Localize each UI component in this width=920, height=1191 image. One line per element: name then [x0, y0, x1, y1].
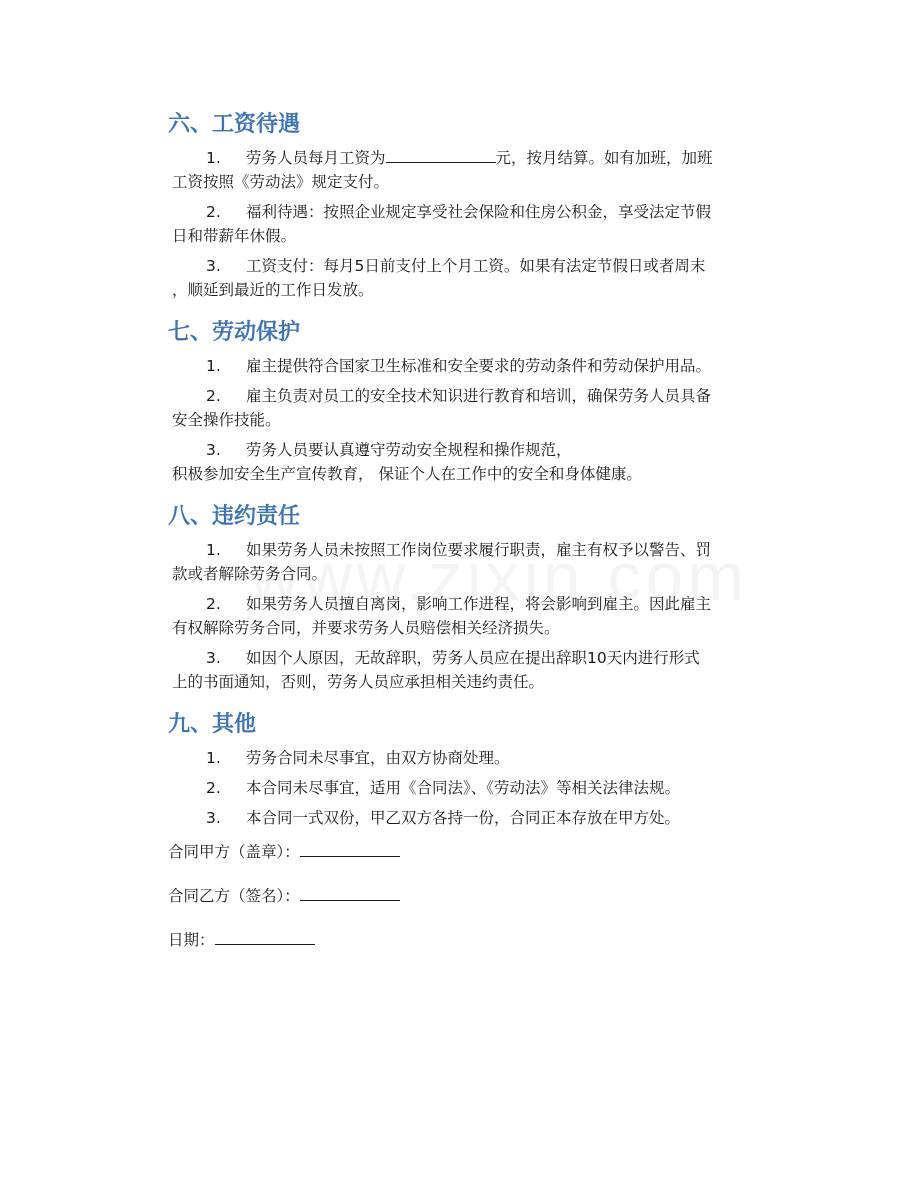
clause-item: [168, 746, 788, 770]
clause-item: [168, 646, 788, 694]
clause-number: 1.: [206, 149, 221, 167]
clause-text: 雇主提供符合国家卫生标准和安全要求的劳动条件和劳动保护用品。: [246, 357, 712, 375]
clause-text-continued: ，顺延到最近的工作日发放。: [172, 281, 374, 299]
clause-text-continued: 日和带薪年休假。: [172, 227, 297, 245]
clause-number: 1.: [206, 541, 221, 559]
clause-item: [168, 438, 788, 486]
section-breach-liability: [168, 492, 788, 694]
section-labor-protection: [168, 308, 788, 486]
clause-text-continued: 安全操作技能。: [172, 411, 281, 429]
clause-text: 如因个人原因，无故辞职，劳务人员应在提出辞职10天内进行形式: [246, 649, 700, 667]
clause-text-continued: 工资按照《劳动法》规定支付。: [172, 173, 390, 191]
party-b-label: 合同乙方（签名）：: [168, 887, 300, 905]
clause-item: [168, 200, 788, 248]
contract-body: [168, 100, 788, 972]
clause-number: 1.: [206, 357, 221, 375]
clause-text: 福利待遇：按照企业规定享受社会保险和住房公积金，享受法定节假: [246, 203, 712, 221]
date-label: 日期：: [168, 931, 215, 949]
clause-text: 本合同未尽事宜，适用《合同法》、《劳动法》等相关法律法规。: [246, 779, 681, 797]
clause-text: 元，按月结算。如有加班，加班: [495, 149, 713, 167]
clause-text-continued: 有权解除劳务合同，并要求劳务人员赔偿相关经济损失。: [172, 619, 560, 637]
clause-item: [168, 806, 788, 830]
party-a-label: 合同甲方（盖章）：: [168, 843, 300, 861]
party-b-signature: [168, 884, 788, 908]
clause-item: [168, 592, 788, 640]
clause-text-continued: 款或者解除劳务合同。: [172, 565, 328, 583]
party-a-signature: [168, 840, 788, 864]
section-heading: 八、违约责任: [168, 504, 301, 529]
clause-text-continued: 上的书面通知，否则，劳务人员应承担相关违约责任。: [172, 673, 545, 691]
clause-item: [168, 254, 788, 302]
clause-item: [168, 384, 788, 432]
clause-number: 2.: [206, 203, 221, 221]
clause-text: 雇主负责对员工的安全技术知识进行教育和培训，确保劳务人员具备: [246, 387, 712, 405]
clause-text: 如果劳务人员未按照工作岗位要求履行职责，雇主有权予以警告、罚: [246, 541, 712, 559]
clause-text: 如果劳务人员擅自离岗，影响工作进程，将会影响到雇主。因此雇主: [246, 595, 712, 613]
clause-text-continued: 积极参加安全生产宣传教育， 保证个人在工作中的安全和身体健康。: [172, 465, 642, 483]
clause-item: [168, 354, 788, 378]
clause-number: 3.: [206, 257, 221, 275]
section-heading: 七、劳动保护: [168, 320, 301, 345]
section-heading: 九、其他: [168, 712, 257, 737]
clause-text: 劳务合同未尽事宜，由双方协商处理。: [246, 749, 510, 767]
date-blank-line: [215, 928, 315, 945]
clause-number: 2.: [206, 387, 221, 405]
section-other: [168, 700, 788, 830]
section-salary: [168, 100, 788, 302]
signature-block: [168, 840, 788, 952]
section-heading: 六、工资待遇: [168, 112, 301, 137]
clause-number: 3.: [206, 649, 221, 667]
party-b-blank-line: [300, 884, 400, 901]
clause-number: 3.: [206, 441, 221, 459]
date-signature: [168, 928, 788, 952]
party-a-blank-line: [300, 840, 400, 857]
salary-blank-line: [386, 146, 496, 163]
clause-number: 2.: [206, 779, 221, 797]
clause-text: 劳务人员每月工资为: [246, 149, 386, 167]
clause-number: 1.: [206, 749, 221, 767]
clause-item: [168, 146, 788, 194]
clause-number: 2.: [206, 595, 221, 613]
clause-text: 劳务人员要认真遵守劳动安全规程和操作规范，: [246, 441, 572, 459]
clause-text: 工资支付：每月5日前支付上个月工资。如果有法定节假日或者周末: [246, 257, 706, 275]
clause-item: [168, 538, 788, 586]
clause-text: 本合同一式双份，甲乙双方各持一份，合同正本存放在甲方处。: [246, 809, 681, 827]
clause-number: 3.: [206, 809, 221, 827]
clause-item: [168, 776, 788, 800]
